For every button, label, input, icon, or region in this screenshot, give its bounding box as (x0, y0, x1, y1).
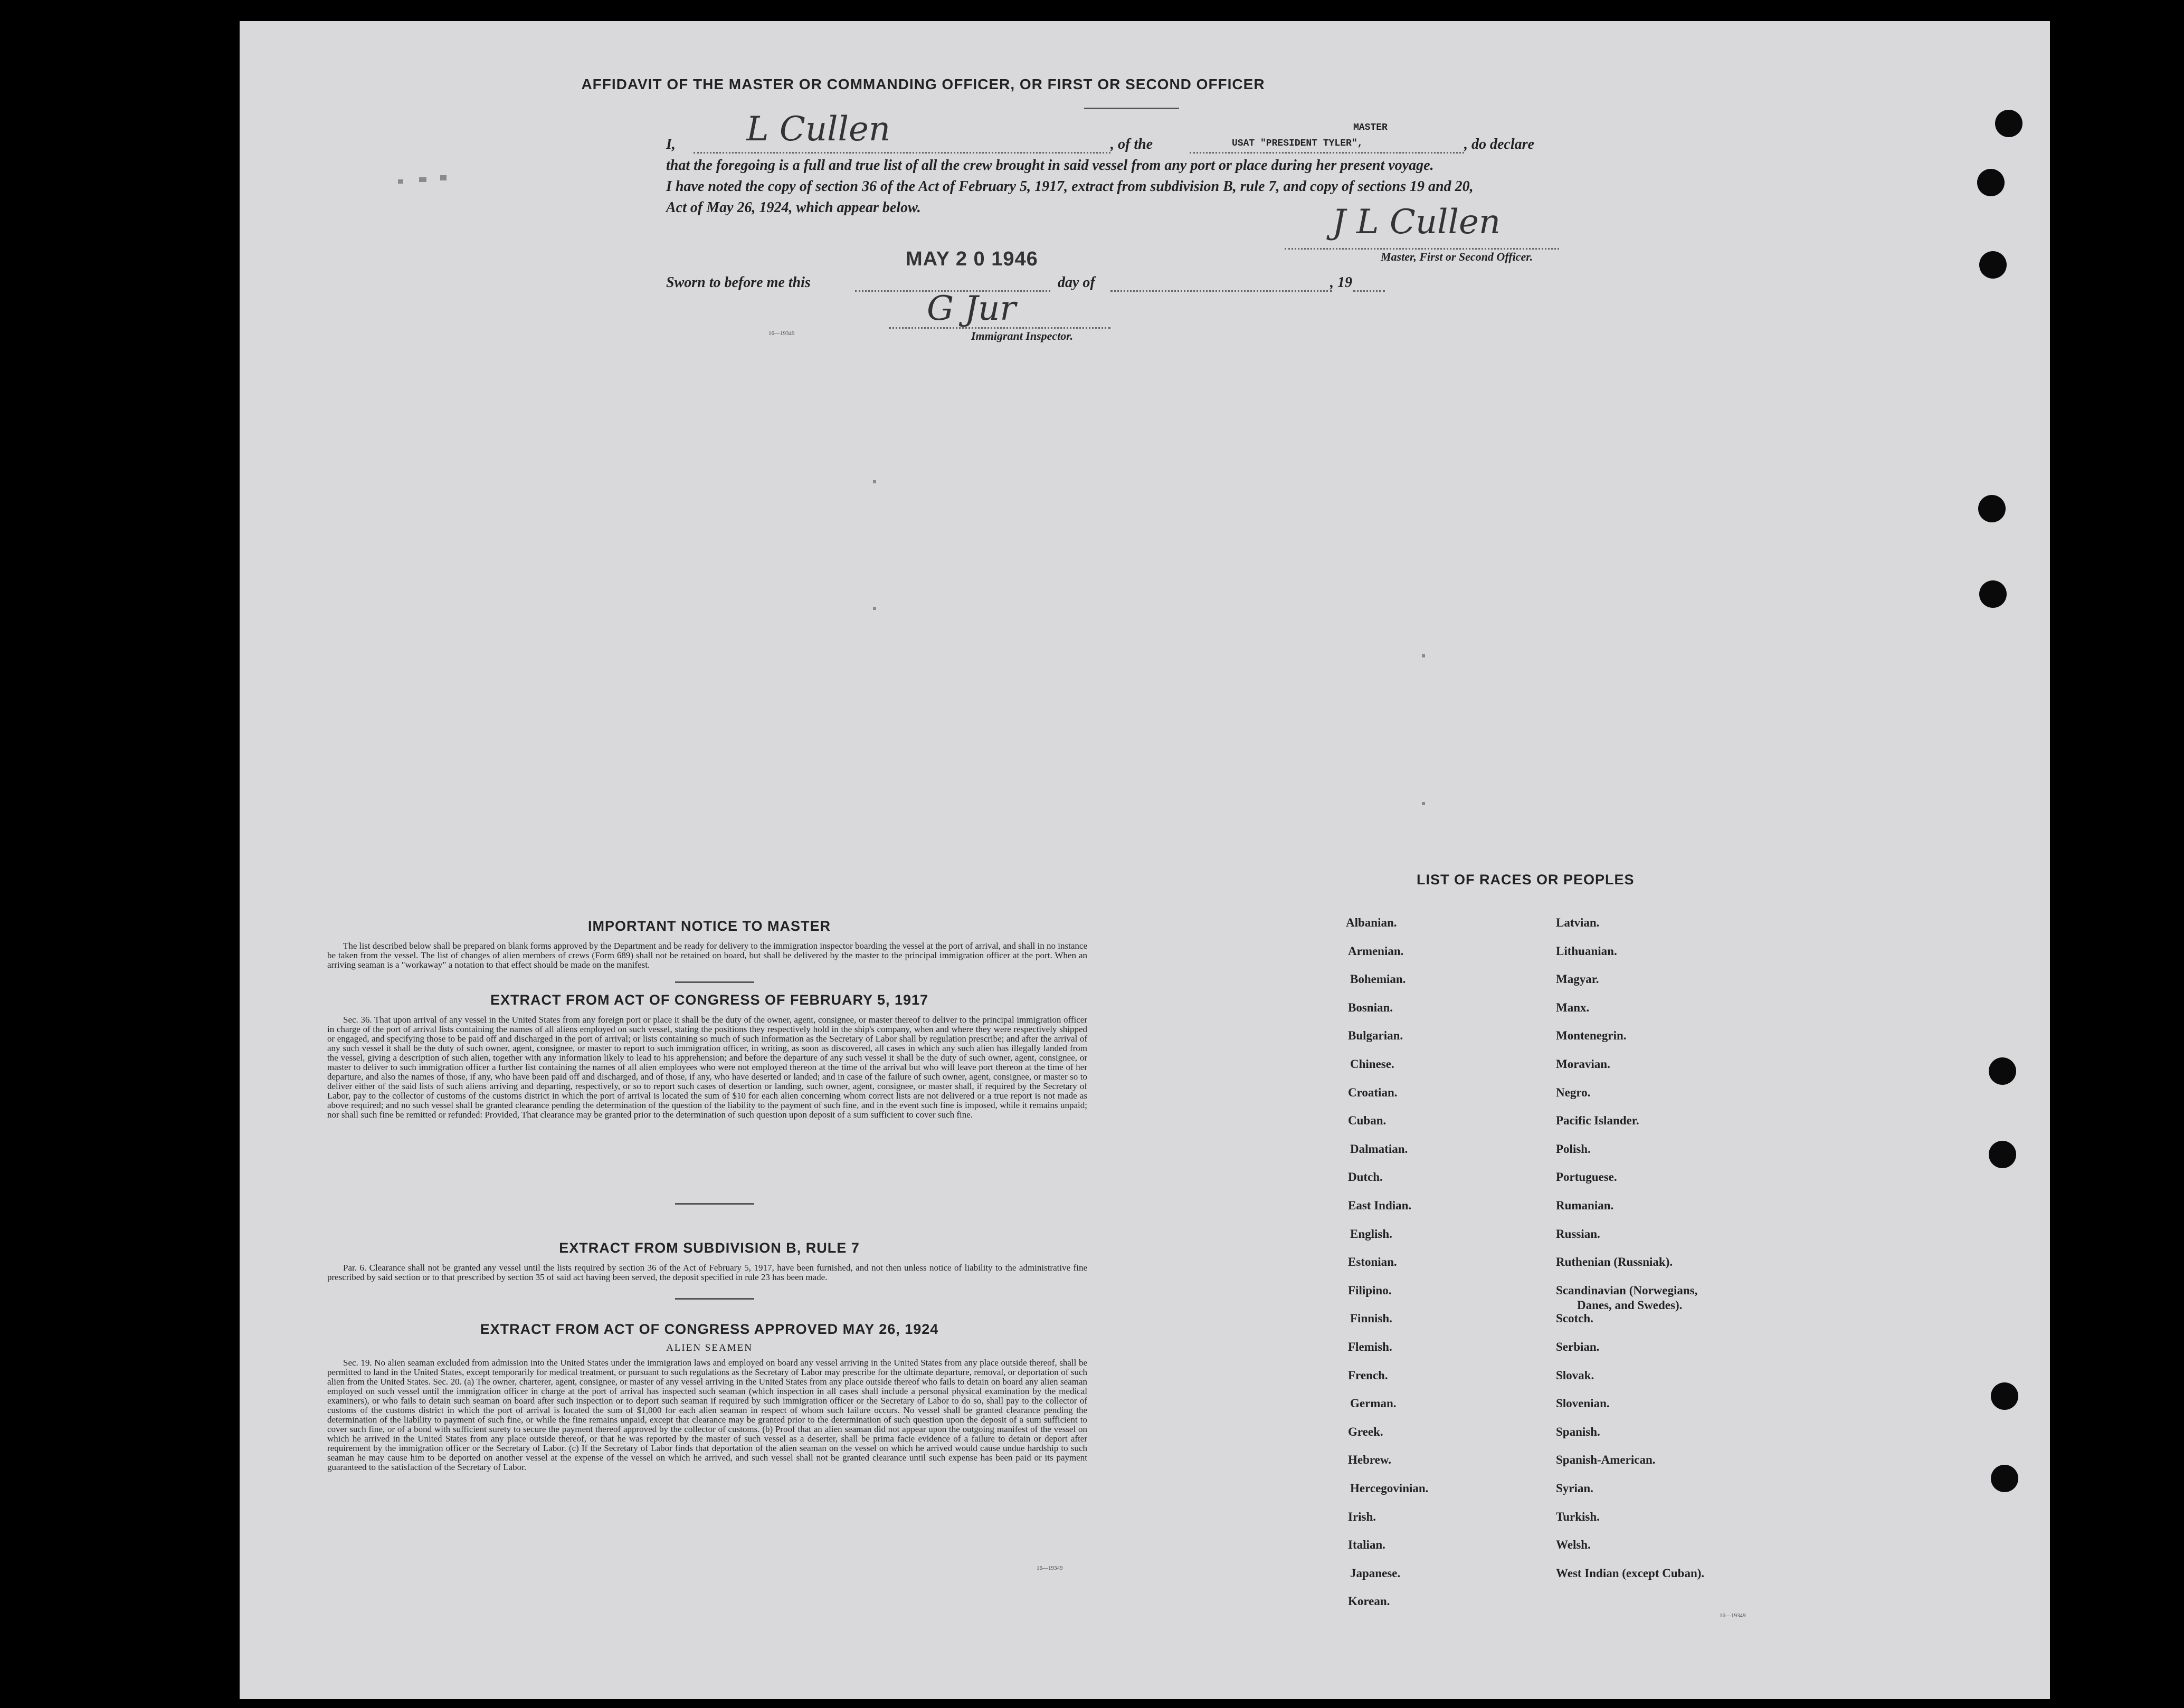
inspector-signature: G Jur (927, 289, 1016, 328)
master-signature: L Cullen (746, 110, 891, 149)
race-item: Scandinavian (Norwegians, (1556, 1284, 1698, 1297)
date-stamp: MAY 2 0 1946 (906, 248, 1038, 270)
race-item: Slovenian. (1556, 1397, 1610, 1410)
extract-1917-title: EXTRACT FROM ACT OF CONGRESS OF FEBRUARY 5, 1917 (490, 992, 929, 1008)
punch-hole (1977, 169, 2005, 196)
race-item: Finnish. (1350, 1312, 1392, 1325)
punch-hole (1989, 1141, 2016, 1168)
race-item: Croatian. (1348, 1086, 1398, 1099)
race-item: Hebrew. (1348, 1453, 1391, 1466)
race-item: Syrian. (1556, 1482, 1593, 1495)
punch-hole (1991, 1465, 2018, 1492)
declare-label: , do declare (1464, 136, 1534, 152)
extract-1917-text: Sec. 36. That upon arrival of any vessel in the United States from any foreign port or place it shall be the duty of the owner, agent, consignee, or master thereof to deliver to the principal immigration officer in charge of the port of arrival lists containing the names of all aliens employed on such vessel, stating the positions they respectively hold in the ship's company, when and where they were respectively shipped or engaged, and specifying those to be paid off and discharged in the port of arrival; or lists containing so much of such information as the Secretary of Labor shall by regulation prescribe; and after the arrival of any such vessel it shall be the duty of such owner, agent, consignee, or master to report to such immigration officer, in writing, as soon as discovered, all cases in which any such alien has illegally landed from the vessel, giving a description of such alien, together with any information likely to lead to his apprehension; and before the departure of any such vessel it shall be the duty of such owner, agent, consignee, or master to deliver to such immigration officer a further list containing the names of all alien employees who were not employed thereon at the time of the arrival but who will leave port thereon at the time of her departure, and also the names of those, if any, who have been paid off and discharged, and of those, if any, who have deserted or landed; and in case of the failure of such owner, agent, consignee, or master so to deliver either of the said lists of such aliens arriving and departing, respectively, or so to report such cases of desertion or landing, such owner, agent, consignee, or master shall, if required by the Secretary of Labor, pay to the collector of customs of the customs district in which the port of arrival is located the sum of $10 for each alien concerning whom correct lists are not delivered or a true report is not made as above required; and no such vessel shall be granted clearance pending the determination of the question of the liability to the payment of such fine, and in the event such fine is imposed, while it remains unpaid; nor shall such fine be remitted or refunded: Provided, That clearance may be granted prior to the determination of such question upon deposit of a sum sufficient to cover such fine. (327, 1015, 1087, 1120)
affidavit-title: AFFIDAVIT OF THE MASTER OR COMMANDING OFFICER, OR FIRST OR SECOND OFFICER (581, 76, 1265, 92)
race-item: Russian. (1556, 1227, 1600, 1241)
race-item: English. (1350, 1227, 1392, 1241)
race-item: Scotch. (1556, 1312, 1593, 1325)
declaration-line-3: I have noted the copy of section 36 of the Act of February 5, 1917, extract from subdivision B, rule 7, and copy of sections 19 and 20, (666, 178, 1474, 195)
punch-hole (1979, 251, 2007, 279)
punch-hole (1989, 1057, 2016, 1085)
divider (1084, 108, 1179, 109)
race-item: West Indian (except Cuban). (1556, 1567, 1705, 1580)
race-item: Montenegrin. (1556, 1029, 1627, 1042)
declaration-line-4: Act of May 26, 1924, which appear below. (666, 199, 921, 216)
race-item: Dalmatian. (1350, 1142, 1408, 1156)
race-item: Lithuanian. (1556, 944, 1617, 958)
sworn-label: Sworn to before me this (666, 274, 811, 291)
race-item: Japanese. (1350, 1567, 1401, 1580)
races-title: LIST OF RACES OR PEOPLES (1417, 872, 1635, 888)
race-item: Hercegovinian. (1350, 1482, 1429, 1495)
punch-hole (1995, 110, 2022, 137)
race-item: Bulgarian. (1348, 1029, 1403, 1042)
race-item: Armenian. (1348, 944, 1404, 958)
race-item: Portuguese. (1556, 1170, 1617, 1184)
race-item: Latvian. (1556, 916, 1600, 929)
race-item: French. (1348, 1369, 1388, 1382)
month-line (1110, 290, 1332, 292)
extract-1924-title: EXTRACT FROM ACT OF CONGRESS APPROVED MAY 26, 1924 (480, 1321, 939, 1337)
race-item: Spanish. (1556, 1425, 1600, 1438)
officer-caption: Master, First or Second Officer. (1381, 250, 1533, 263)
punch-hole (1991, 1382, 2018, 1410)
name-line (694, 152, 1110, 154)
race-item: Magyar. (1556, 972, 1599, 986)
divider (675, 1203, 754, 1205)
race-item: Bosnian. (1348, 1001, 1393, 1014)
race-item: Estonian. (1348, 1255, 1397, 1268)
notice-title: IMPORTANT NOTICE TO MASTER (588, 918, 831, 934)
race-item: Flemish. (1348, 1340, 1392, 1353)
year-label: , 19 (1330, 274, 1352, 291)
punch-hole (1978, 495, 2006, 522)
race-item: Irish. (1348, 1510, 1376, 1523)
race-item: Greek. (1348, 1425, 1383, 1438)
declaration-line-2: that the foregoing is a full and true list of all the crew brought in said vessel from any port or place during her present voyage. (666, 157, 1434, 174)
document-page (240, 21, 2050, 1699)
extract-rule7-title: EXTRACT FROM SUBDIVISION B, RULE 7 (559, 1240, 860, 1256)
form-number: 16—19349 (1720, 1612, 1746, 1619)
divider (675, 1298, 754, 1300)
extract-rule7-text: Par. 6. Clearance shall not be granted any vessel until the lists required by section 36 of the Act of February 5, 1917, have been furnished, and not then unless notice of liability to the administrative fine prescribed by said section or to that prescribed by section 35 of said act having been served, the deposit specified in rule 23 has been made. (327, 1263, 1087, 1282)
notice-text: The list described below shall be prepared on blank forms approved by the Department and be ready for delivery to the immigration inspector boarding the vessel at the port of arrival, and shall in no instance be taken from the vessel. The list of changes of alien members of crews (Form 689) shall not be retained on board, but shall be delivered by the master to the principal immigration officer at the port. When an arriving seaman is a "workaway" a notation to that effect should be made on the manifest. (327, 941, 1087, 970)
race-item: Spanish-American. (1556, 1453, 1656, 1466)
race-item: German. (1350, 1397, 1397, 1410)
rank-typed: MASTER (1353, 122, 1388, 133)
race-item: Cuban. (1348, 1114, 1387, 1127)
race-item: Filipino. (1348, 1284, 1392, 1297)
race-item: Chinese. (1350, 1057, 1394, 1071)
race-item: Moravian. (1556, 1057, 1610, 1071)
race-item: Pacific Islander. (1556, 1114, 1639, 1127)
race-item: Manx. (1556, 1001, 1590, 1014)
officer-line (1285, 248, 1559, 250)
officer-signature: J L Cullen (1332, 203, 1501, 242)
punch-hole (1979, 580, 2007, 608)
race-item: Turkish. (1556, 1510, 1600, 1523)
form-number: 16—19349 (1037, 1565, 1063, 1571)
vessel-typed: USAT "PRESIDENT TYLER", (1232, 138, 1363, 149)
race-item: Serbian. (1556, 1340, 1600, 1353)
inspector-caption: Immigrant Inspector. (971, 329, 1074, 342)
race-item: Welsh. (1556, 1538, 1591, 1551)
race-item: East Indian. (1348, 1199, 1412, 1212)
race-item: Ruthenian (Russniak). (1556, 1255, 1673, 1268)
i-label: I, (666, 136, 676, 152)
extract-1924-text: Sec. 19. No alien seaman excluded from admission into the United States under the immigration laws and employed on board any vessel arriving in the United States from any place outside thereof, shall be permitted to land in the United States, except temporarily for medical treatment, or pursuant to such regulations as the Secretary of Labor may prescribe for the ultimate departure, removal, or deportation of such alien from the United States. Sec. 20. (a) The owner, charterer, agent, consignee, or master of any vessel arriving in the United States from any place outside thereof who fails to detain on board any alien seaman employed on such vessel until the immigration officer in charge at the port of arrival has inspected such seaman (which inspection in all cases shall include a personal physical examination by the medical examiners), or who fails to detain such seaman on board after such inspection or to deport such seaman if required by such immigration officer or the Secretary of Labor to do so, shall pay to the collector of customs of the customs district in which the port of arrival is located the sum of $1,000 for each alien seaman in respect of whom such failure occurs. No vessel shall be granted clearance pending the determination of the liability to payment of such fine, or while the fine remains unpaid, except that clearance may be granted prior to the determination of such question upon the deposit of a sum sufficient to cover such fine, or of a bond with sufficient surety to secure the payment thereof approved by the collector of customs. (b) Proof that an alien seaman did not appear upon the outgoing manifest of the vessel on which he arrived in the United States from any place outside thereof, or that he was reported by the master of such vessel as a deserter, shall be prima facie evidence of a failure to detain or deport after requirement by the immigration officer or the Secretary of Labor. (c) If the Secretary of Labor finds that deportation of the alien seaman on the vessel on which he arrived would cause undue hardship to such seaman he may cause him to be deported on another vessel at the expense of the vessel on which he arrived, and such vessel shall not be granted clearance until such expense has been paid or its payment guaranteed to the satisfaction of the Secretary of Labor. (327, 1358, 1087, 1472)
race-item: Bohemian. (1350, 972, 1406, 986)
vessel-line (1190, 152, 1464, 154)
day-of-label: day of (1058, 274, 1095, 291)
race-item: Slovak. (1556, 1369, 1594, 1382)
inspector-line (889, 327, 1110, 329)
race-item: Korean. (1348, 1595, 1390, 1608)
race-item: Polish. (1556, 1142, 1591, 1156)
race-item: Italian. (1348, 1538, 1385, 1551)
divider (675, 981, 754, 983)
race-item: Albanian. (1346, 916, 1397, 929)
race-item: Dutch. (1348, 1170, 1383, 1184)
of-the-label: , of the (1110, 136, 1153, 152)
race-item: Danes, and Swedes). (1577, 1299, 1683, 1312)
race-item: Negro. (1556, 1086, 1591, 1099)
extract-1924-subtitle: ALIEN SEAMEN (666, 1342, 753, 1353)
year-line (1353, 290, 1385, 292)
race-item: Rumanian. (1556, 1199, 1614, 1212)
form-number: 16—19349 (768, 330, 795, 337)
